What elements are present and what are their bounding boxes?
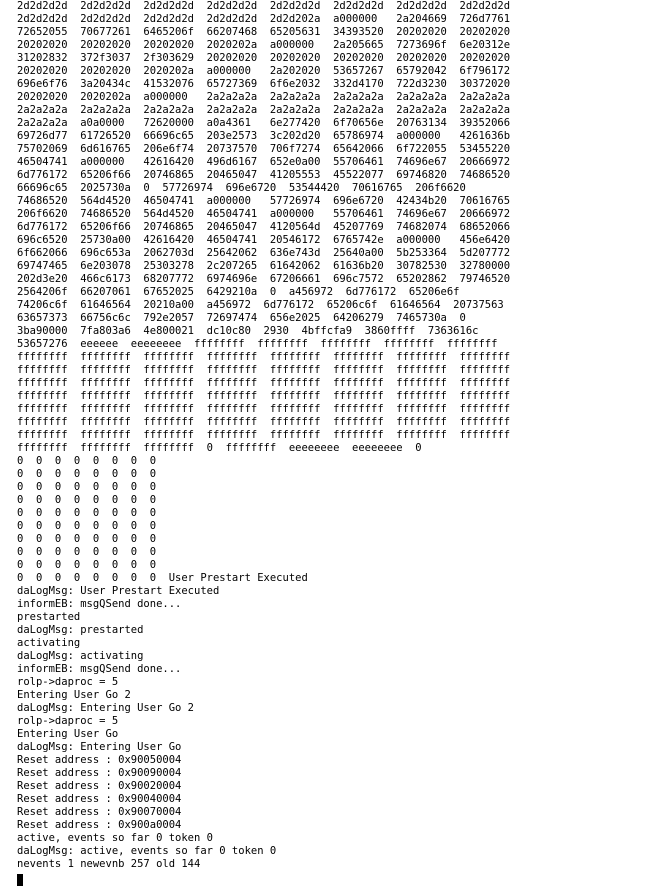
terminal-line: 0 0 0 0 0 0 0 0	[17, 546, 157, 558]
terminal-line: 72652055 70677261 6465206f 66207468 65205631 34393520 20202020 20202020	[17, 26, 511, 38]
terminal-line: rolp->daproc = 5	[17, 715, 119, 727]
terminal-line: 202d3e20 466c6173 68207772 6974696e 67206661 696c7572 65202862 79746520	[17, 273, 511, 285]
terminal-line: Reset address : 0x90020004	[17, 780, 182, 792]
terminal-line: 2564206f 66207061 67652025 6429210a 0 a456972 6d776172 65206e6f	[17, 286, 460, 298]
terminal-line: ffffffff ffffffff ffffffff ffffffff ffffffff ffffffff ffffffff ffffffff	[17, 403, 511, 415]
terminal-line: 2d2d2d2d 2d2d2d2d 2d2d2d2d 2d2d2d2d 2d2d2d2d 2d2d2d2d 2d2d2d2d 2d2d2d2d	[17, 0, 511, 12]
terminal-line: 20202020 20202020 2020202a a000000 2a202020 53657267 65792042 6f796172	[17, 65, 511, 77]
terminal-line: ffffffff ffffffff ffffffff ffffffff ffffffff ffffffff ffffffff ffffffff	[17, 390, 511, 402]
terminal-line: ffffffff ffffffff ffffffff ffffffff ffffffff ffffffff ffffffff ffffffff	[17, 429, 511, 441]
terminal-line: 0 0 0 0 0 0 0 0 User Prestart Executed	[17, 572, 308, 584]
terminal-line: 0 0 0 0 0 0 0 0	[17, 481, 157, 493]
terminal-line: Reset address : 0x900a0004	[17, 819, 182, 831]
terminal-line: ffffffff ffffffff ffffffff ffffffff ffffffff ffffffff ffffffff ffffffff	[17, 377, 511, 389]
terminal-line: 3ba90000 7fa803a6 4e800021 dc10c80 2930 4bffcfa9 3860ffff 7363616c	[17, 325, 479, 337]
terminal-line: 0 0 0 0 0 0 0 0	[17, 468, 157, 480]
terminal-line: ffffffff ffffffff ffffffff ffffffff ffffffff ffffffff ffffffff ffffffff	[17, 351, 511, 363]
terminal-line: 0 0 0 0 0 0 0 0	[17, 559, 157, 571]
terminal-line: 46504741 a000000 42616420 496d6167 652e0a00 55706461 74696e67 20666972	[17, 156, 511, 168]
terminal-line: 69747465 6e203078 25303278 2c207265 61642062 61636b20 30782530 32780000	[17, 260, 511, 272]
terminal-line: 6f662066 696c653a 2062703d 25642062 636e743d 25640a00 5b253364 5d207772	[17, 247, 511, 259]
terminal-line: daLogMsg: prestarted	[17, 624, 144, 636]
terminal-line: 66696c65 2025730a 0 57726974 696e6720 53544420 70616765 206f6620	[17, 182, 466, 194]
terminal-line: informEB: msgQSend done...	[17, 663, 182, 675]
terminal-line: daLogMsg: Entering User Go 2	[17, 702, 195, 714]
terminal-line: ffffffff ffffffff ffffffff 0 ffffffff eeeeeeee eeeeeeee 0	[17, 442, 422, 454]
terminal-line: rolp->daproc = 5	[17, 676, 119, 688]
terminal-line: Reset address : 0x90040004	[17, 793, 182, 805]
terminal-line: active, events so far 0 token 0	[17, 832, 213, 844]
terminal-line: Reset address : 0x90090004	[17, 767, 182, 779]
terminal-line: daLogMsg: activating	[17, 650, 144, 662]
terminal-line: 2d2d2d2d 2d2d2d2d 2d2d2d2d 2d2d2d2d 2d2d202a a000000 2a204669 726d7761	[17, 13, 511, 25]
terminal-line: 20202020 20202020 20202020 2020202a a000000 2a205665 7273696f 6e20312e	[17, 39, 511, 51]
terminal-line: activating	[17, 637, 81, 649]
terminal-line: prestarted	[17, 611, 81, 623]
terminal-line: daLogMsg: User Prestart Executed	[17, 585, 220, 597]
terminal-line: 74206c6f 61646564 20210a00 a456972 6d776172 65206c6f 61646564 20737563	[17, 299, 504, 311]
terminal-line: 696e6f76 3a20434c 41532076 65727369 6f6e2032 332d4170 722d3230 30372020	[17, 78, 511, 90]
terminal-line: 0 0 0 0 0 0 0 0	[17, 520, 157, 532]
terminal-line: 696c6520 25730a00 42616420 46504741 20546172 6765742e a000000 456e6420	[17, 234, 511, 246]
terminal-line: informEB: msgQSend done...	[17, 598, 182, 610]
terminal-line: 69726d77 61726520 66696c65 203e2573 3c202d20 65786974 a000000 4261636b	[17, 130, 511, 142]
terminal-line: Entering User Go	[17, 728, 119, 740]
terminal-line: 20202020 2020202a a000000 2a2a2a2a 2a2a2a2a 2a2a2a2a 2a2a2a2a 2a2a2a2a	[17, 91, 511, 103]
terminal-line: 0 0 0 0 0 0 0 0	[17, 507, 157, 519]
terminal-line: 2a2a2a2a a0a0000 72620000 a0a4361 6e277420 6f70656e 20763134 39352066	[17, 117, 511, 129]
terminal-line: 0 0 0 0 0 0 0 0	[17, 455, 157, 467]
terminal-line: 0 0 0 0 0 0 0 0	[17, 494, 157, 506]
terminal-line: 75702069 6d616765 206e6f74 20737570 706f7274 65642066 6f722055 53455220	[17, 143, 511, 155]
terminal-line: 6d776172 65206f66 20746865 20465047 41205553 45522077 69746820 74686520	[17, 169, 511, 181]
terminal-line: ffffffff ffffffff ffffffff ffffffff ffffffff ffffffff ffffffff ffffffff	[17, 416, 511, 428]
terminal-line: 53657276 eeeeee eeeeeeee ffffffff ffffffff ffffffff ffffffff ffffffff	[17, 338, 498, 350]
terminal-line: 74686520 564d4520 46504741 a000000 57726974 696e6720 42434b20 70616765	[17, 195, 511, 207]
terminal-line: 2a2a2a2a 2a2a2a2a 2a2a2a2a 2a2a2a2a 2a2a2a2a 2a2a2a2a 2a2a2a2a 2a2a2a2a	[17, 104, 511, 116]
terminal-output	[17, 0, 510, 871]
terminal-line: ffffffff ffffffff ffffffff ffffffff ffffffff ffffffff ffffffff ffffffff	[17, 364, 511, 376]
terminal-line: daLogMsg: Entering User Go	[17, 741, 182, 753]
terminal-line: 63657373 66756c6c 792e2057 72697474 656e2025 64206279 7465730a 0	[17, 312, 466, 324]
terminal-line: Reset address : 0x90050004	[17, 754, 182, 766]
terminal-line: 206f6620 74686520 564d4520 46504741 a000000 55706461 74696e67 20666972	[17, 208, 511, 220]
terminal-line: nevents 1 newevnb 257 old 144	[17, 858, 201, 870]
terminal-line: 0 0 0 0 0 0 0 0	[17, 533, 157, 545]
terminal-line: Entering User Go 2	[17, 689, 131, 701]
terminal-line: daLogMsg: active, events so far 0 token 0	[17, 845, 277, 857]
terminal-line: 6d776172 65206f66 20746865 20465047 4120564d 45207769 74682074 68652066	[17, 221, 511, 233]
text-cursor	[17, 874, 23, 886]
terminal-line: Reset address : 0x90070004	[17, 806, 182, 818]
terminal-line: 31202832 372f3037 2f303629 20202020 20202020 20202020 20202020 20202020	[17, 52, 511, 64]
